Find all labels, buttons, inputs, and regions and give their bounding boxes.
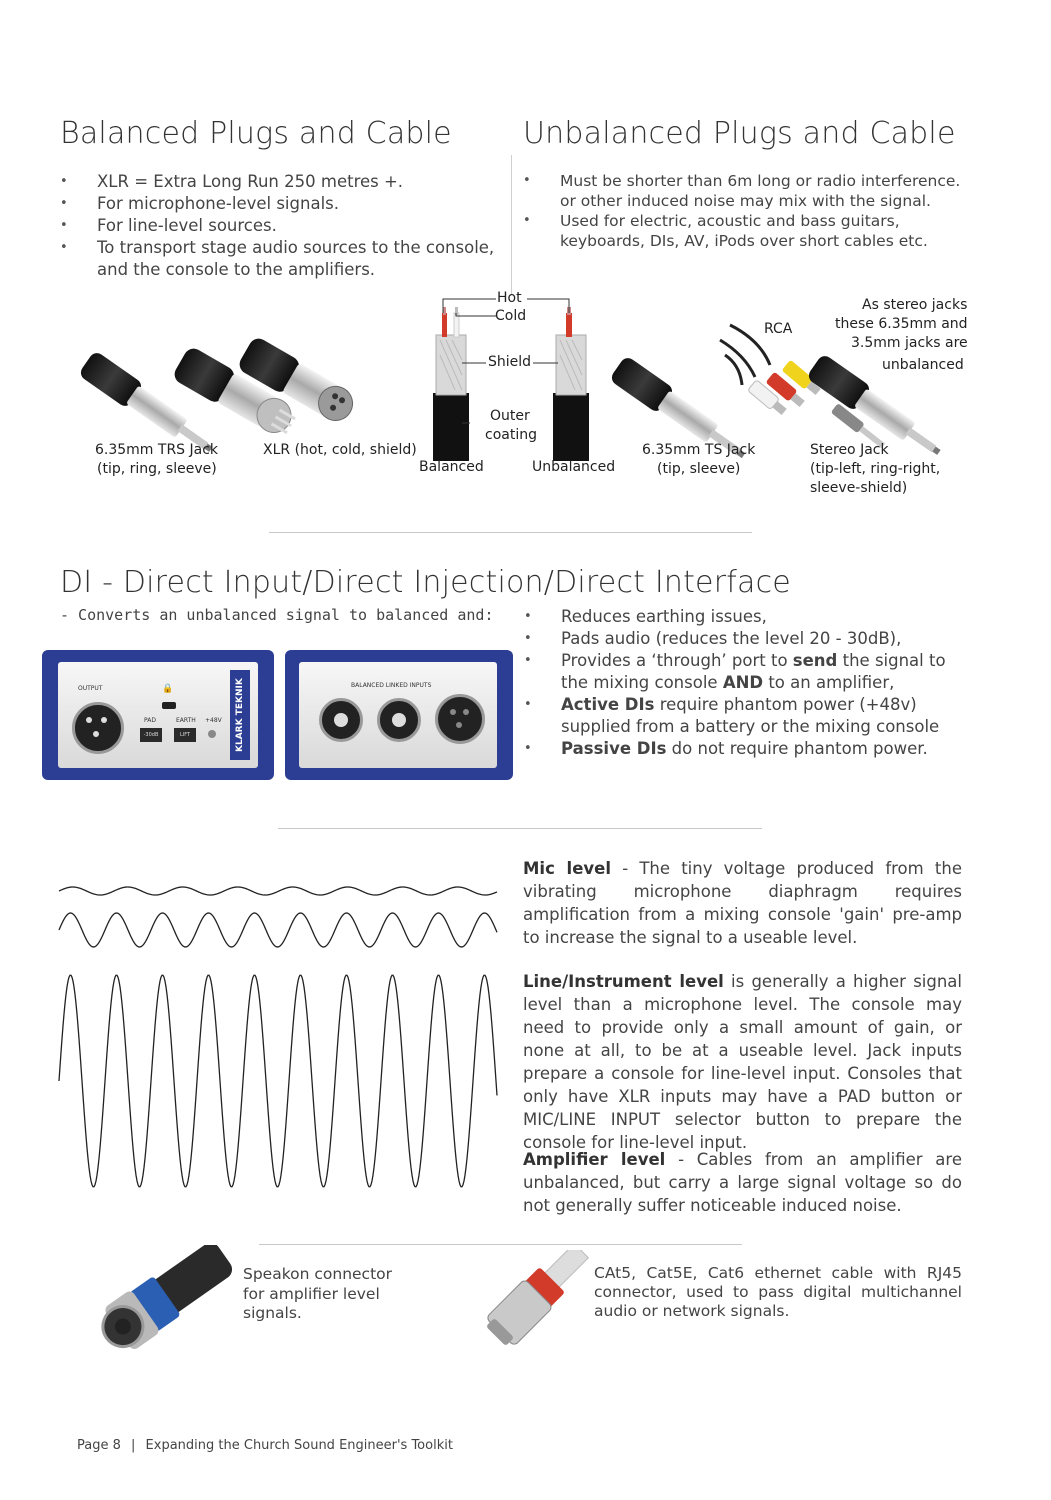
mic-level-paragraph: Mic level - The tiny voltage produced from the vibrating microphone diaphragm requires amplification from a mixing console 'gain' pre-amp to increase the signal to a useable level. — [523, 859, 962, 947]
list-item: • For microphone-level signals. — [60, 193, 500, 215]
list-item: • Active DIs require phantom power (+48v) supplied from a battery or the mixing console — [524, 694, 964, 738]
di-bullets — [524, 606, 964, 760]
inputs-label: BALANCED LINKED INPUTS — [351, 682, 432, 689]
output-label: OUTPUT — [78, 685, 103, 692]
coating-label: coating — [485, 427, 537, 443]
stereo-label: Stereo Jack — [810, 442, 889, 458]
balanced-cable-icon — [433, 307, 469, 461]
pad-button[interactable]: -30dB — [140, 728, 162, 742]
divider — [269, 532, 752, 533]
trs-sublabel: (tip, ring, sleeve) — [97, 461, 217, 477]
page-number: Page 8 — [77, 1438, 121, 1453]
stereo-note-3: 3.5mm jacks are — [851, 335, 968, 351]
amp-level-paragraph: Amplifier level - Cables from an amplifier are unbalanced, but carry a large signal voltage so do not generally suffer noticeable induced noise. — [523, 1150, 962, 1215]
pad-label: PAD — [144, 717, 156, 724]
earth-label: EARTH — [176, 717, 196, 724]
hot-label: Hot — [497, 290, 522, 306]
stereo-note-4: unbalanced — [882, 357, 964, 373]
line-level-paragraph: Line/Instrument level is generally a higher signal level than a microphone level. The console may need to provide only a small amount of gain, or none at all, to be at a useable level. Jack inputs prepare a console for line-level input. Consoles that only have XLR inputs may have a PAD button or MIC/LINE INPUT selector button to prepare the console for line-level input. — [523, 972, 963, 1152]
di-box-front — [42, 650, 274, 780]
line-level-wave — [59, 913, 497, 947]
list-item: • Provides a ‘through’ port to send the signal to the mixing console AND to an amplifier, — [524, 650, 964, 694]
ethernet-icon — [475, 1250, 595, 1360]
cold-label: Cold — [495, 308, 527, 324]
stereo-note-1: As stereo jacks — [862, 297, 968, 313]
divider — [259, 1244, 742, 1245]
speakon-text: Speakon connector for amplifier level signals. — [243, 1265, 393, 1322]
waveforms — [55, 865, 505, 1190]
list-item: • To transport stage audio sources to the console, and the console to the amplifiers. — [60, 237, 500, 281]
amp-level-wave — [59, 975, 497, 1187]
ts-label: 6.35mm TS Jack — [642, 442, 756, 458]
xlr-output-icon — [72, 702, 124, 754]
balanced-cable-label: Balanced — [419, 459, 484, 475]
phantom-label: +48V — [205, 717, 222, 724]
list-item: • Used for electric, acoustic and bass guitars, keyboards, DIs, AV, iPods over short cables etc. — [523, 211, 968, 251]
stereo-sublabel-2: sleeve-shield) — [810, 480, 908, 496]
xlr-input-icon — [435, 694, 485, 744]
footer-separator: | — [131, 1438, 136, 1453]
ethernet-text: CAt5, Cat5E, Cat6 ethernet cable with RJ45 connector, used to pass digital multichannel audio or network signals. — [594, 1264, 962, 1320]
di-subtitle: - Converts an unbalanced signal to balanced and: — [60, 606, 494, 624]
xlr-icon — [171, 335, 360, 442]
stereo-sublabel-1: (tip-left, ring-right, — [810, 461, 941, 477]
outer-label: Outer — [490, 408, 530, 424]
ts-sublabel: (tip, sleeve) — [657, 461, 741, 477]
shield-label: Shield — [488, 354, 532, 370]
lock-slot — [162, 702, 176, 709]
unbalanced-title: Unbalanced Plugs and Cable — [523, 116, 956, 151]
jack-input-1-icon — [319, 698, 363, 742]
di-box-back — [285, 650, 513, 780]
jack-input-2-icon — [377, 698, 421, 742]
list-item: • Pads audio (reduces the level 20 - 30dB), — [524, 628, 964, 650]
speakon-icon — [98, 1245, 238, 1355]
balanced-bullets — [60, 171, 500, 281]
list-item: • For line-level sources. — [60, 215, 500, 237]
unbalanced-bullets — [523, 171, 968, 251]
footer — [77, 1438, 453, 1453]
mic-level-wave — [59, 887, 497, 895]
lift-button[interactable]: LIFT — [174, 728, 196, 742]
footer-title: Expanding the Church Sound Engineer's Toolkit — [145, 1438, 453, 1453]
unbalanced-cable-label: Unbalanced — [532, 459, 616, 475]
xlr-label: XLR (hot, cold, shield) — [263, 442, 417, 458]
stereo-note-2: these 6.35mm and — [835, 316, 968, 332]
phantom-led — [208, 730, 216, 738]
list-item: • Must be shorter than 6m long or radio interference. or other induced noise may mix with the signal. — [523, 171, 968, 211]
di-title: DI - Direct Input/Direct Injection/Direct Interface — [60, 565, 791, 600]
unbalanced-cable-icon — [553, 307, 589, 461]
column-divider — [511, 155, 512, 295]
list-item: • Reduces earthing issues, — [524, 606, 964, 628]
list-item: • XLR = Extra Long Run 250 metres +. — [60, 171, 500, 193]
list-item: • Passive DIs do not require phantom power. — [524, 738, 964, 760]
divider — [278, 828, 762, 829]
lock-icon: 🔒 — [162, 684, 174, 694]
balanced-title: Balanced Plugs and Cable — [60, 116, 452, 151]
brand-label: KLARK TEKNIK — [230, 670, 250, 760]
trs-label: 6.35mm TRS Jack — [95, 442, 219, 458]
rca-label: RCA — [764, 321, 793, 337]
